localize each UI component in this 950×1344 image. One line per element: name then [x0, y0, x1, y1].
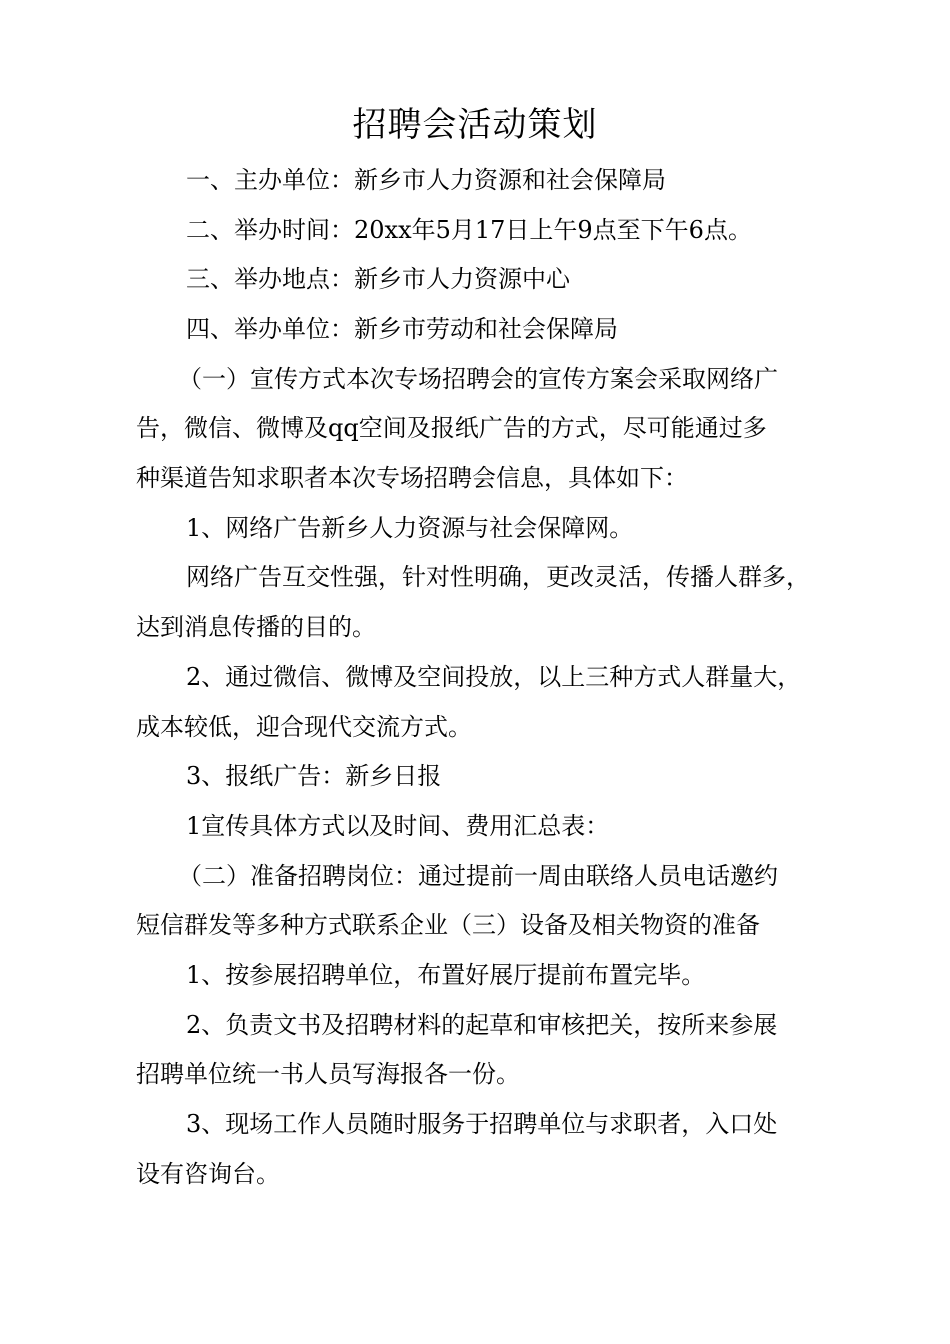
paragraph-line: 1、网络广告新乡人力资源与社会保障网。 — [186, 514, 634, 542]
paragraph-line: 成本较低，迎合现代交流方式。 — [136, 713, 472, 741]
paragraph-line: 二、举办时间：20xx年5月17日上午9点至下午6点。 — [186, 216, 752, 244]
paragraph-line: 种渠道告知求职者本次专场招聘会信息，具体如下： — [136, 464, 688, 492]
paragraph-line: 达到消息传播的目的。 — [136, 613, 376, 641]
paragraph-line: 2、通过微信、微博及空间投放，以上三种方式人群量大， — [186, 663, 802, 691]
paragraph-line: 2、负责文书及招聘材料的起草和审核把关，按所来参展 — [186, 1011, 778, 1039]
paragraph-line: 三、举办地点：新乡市人力资源中心 — [186, 265, 570, 293]
paragraph-line: 网络广告互交性强，针对性明确，更改灵活，传播人群多， — [186, 563, 810, 591]
paragraph-line: 四、举办单位：新乡市劳动和社会保障局 — [186, 315, 618, 343]
document-title: 招聘会活动策划 — [352, 105, 598, 145]
paragraph-line: 3、现场工作人员随时服务于招聘单位与求职者，入口处 — [186, 1110, 778, 1138]
paragraph-line: 招聘单位统一书人员写海报各一份。 — [136, 1060, 520, 1088]
paragraph-line: 3、报纸广告：新乡日报 — [186, 762, 442, 790]
paragraph-line: 1宣传具体方式以及时间、费用汇总表： — [186, 812, 610, 840]
paragraph-line: （二）准备招聘岗位：通过提前一周由联络人员电话邀约 — [178, 862, 778, 890]
paragraph-line: 一、主办单位：新乡市人力资源和社会保障局 — [186, 166, 666, 194]
paragraph-line: 告，微信、微博及qq空间及报纸广告的方式，尽可能通过多 — [136, 414, 767, 442]
paragraph-line: 设有咨询台。 — [136, 1160, 280, 1188]
paragraph-line: 短信群发等多种方式联系企业（三）设备及相关物资的准备 — [136, 911, 760, 939]
paragraph-line: （一）宣传方式本次专场招聘会的宣传方案会采取网络广 — [178, 365, 778, 393]
paragraph-line: 1、按参展招聘单位，布置好展厅提前布置完毕。 — [186, 961, 706, 989]
